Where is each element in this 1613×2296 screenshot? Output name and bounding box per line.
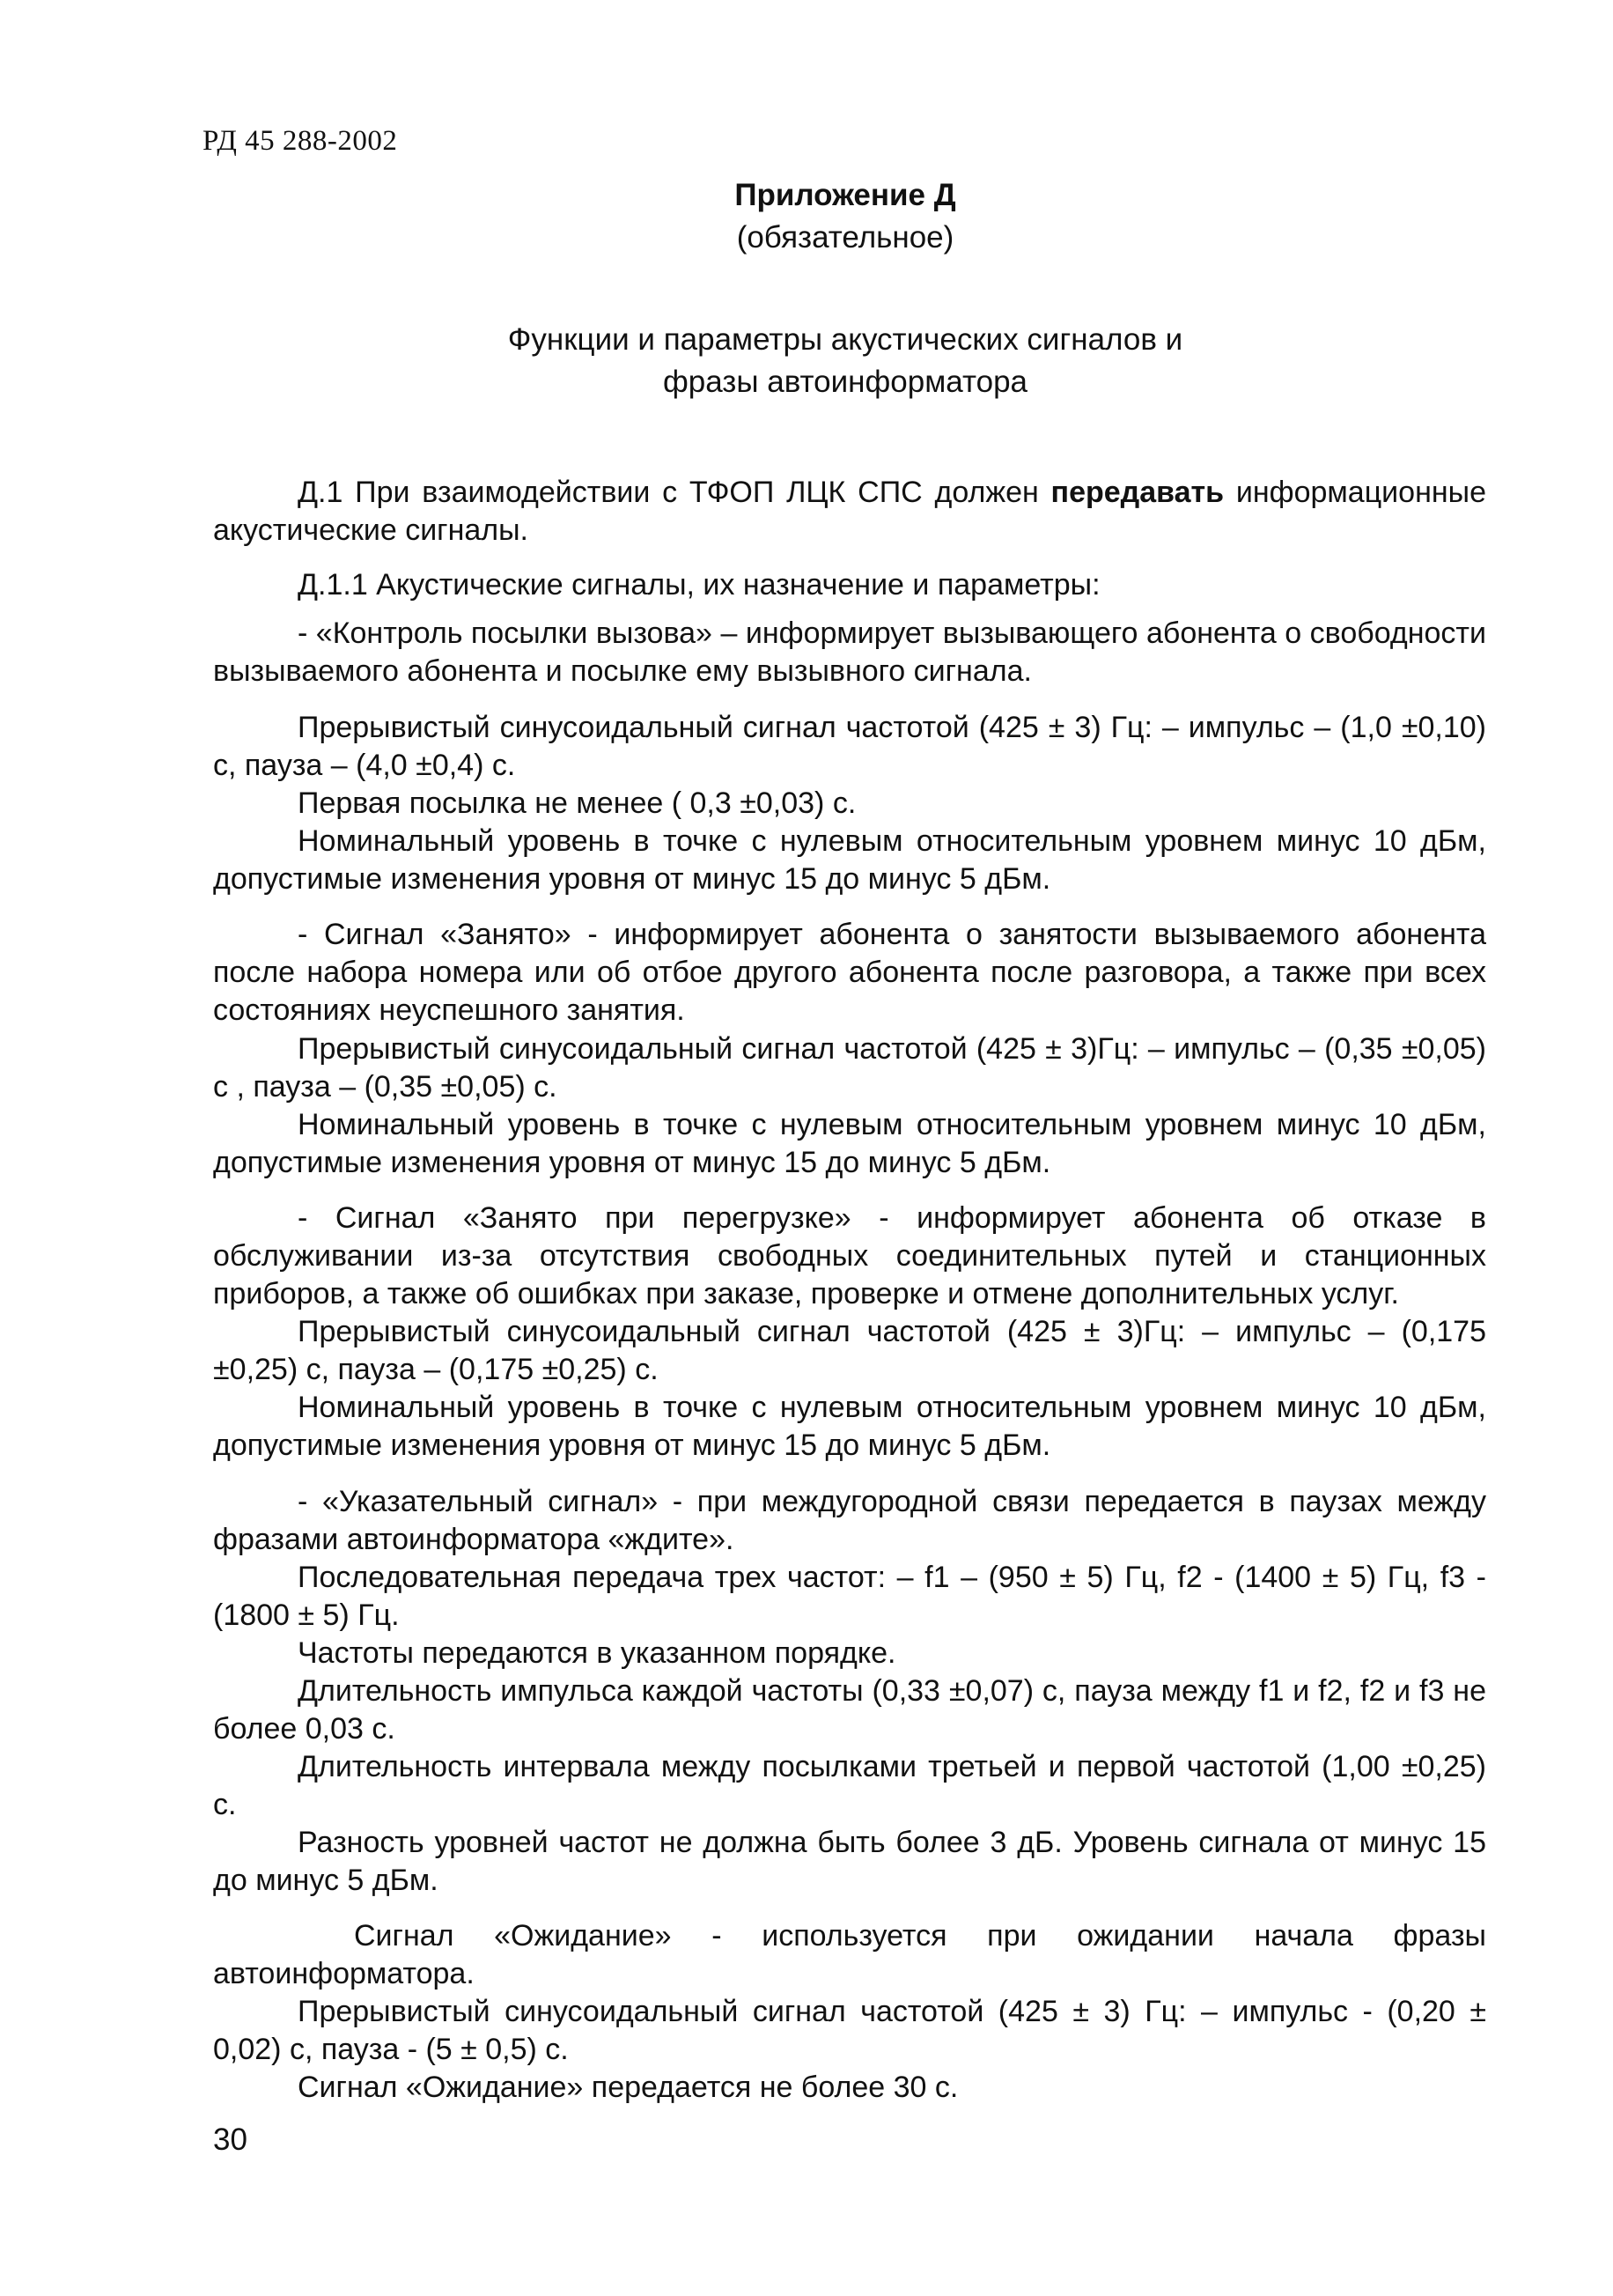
paragraph-d1-1: Д.1.1 Акустические сигналы, их назначение и параметры: bbox=[298, 568, 1101, 602]
paragraph-overload-params: Прерывистый синусоидальный сигнал частотой (425 ± 3)Гц: – импульс – (0,175 ±0,25) с, пауза – (0,175 ±0,25) с. bbox=[213, 1315, 1486, 1386]
paragraph-three-frequencies: Последовательная передача трех частот: – f1 – (950 ± 5) Гц, f2 - (1400 ± 5) Гц, f3 - (1800 ± 5) Гц. bbox=[213, 1561, 1486, 1632]
paragraph-frequency-order: Частоты передаются в указанном порядке. bbox=[298, 1636, 896, 1670]
paragraph-nominal-level-2: Номинальный уровень в точке с нулевым относительным уровнем минус 10 дБм, допустимые изменения уровня от минус 15 до минус 5 дБм. bbox=[213, 1108, 1486, 1179]
document-code: РД 45 288-2002 bbox=[203, 125, 398, 157]
paragraph-waiting-params: Прерывистый синусоидальный сигнал частотой (425 ± 3) Гц: – импульс - (0,20 ± 0,02) с, пауза - (5 ± 0,5) с. bbox=[213, 1995, 1486, 2066]
paragraph-control-signal: - «Контроль посылки вызова» – информирует вызывающего абонента о свободности вызываемого абонента и посылке ему вызывного сигнала. bbox=[213, 616, 1486, 688]
paragraph-d1-end: информационные акустические сигналы. bbox=[213, 476, 1486, 547]
paragraph-busy-params: Прерывистый синусоидальный сигнал частотой (425 ± 3)Гц: – импульс – (0,35 ±0,05) с , пауза – (0,35 ±0,05) с. bbox=[213, 1032, 1486, 1104]
section-title-line-1: Функции и параметры акустических сигналов и bbox=[507, 322, 1183, 357]
paragraph-d1 bbox=[213, 474, 1486, 550]
paragraph-busy-signal: - Сигнал «Занято» - информирует абонента о занятости вызываемого абонента после набора номера или об отбое другого абонента после разговора, а также при всех состояниях неуспешного занятия. bbox=[213, 918, 1486, 1027]
paragraph-first-send: Первая посылка не менее ( 0,3 ±0,03) с. bbox=[298, 786, 857, 820]
appendix-title: Приложение Д bbox=[734, 178, 956, 212]
appendix-status: (обязательное) bbox=[736, 220, 954, 255]
paragraph-pulse-duration: Длительность импульса каждой частоты (0,33 ±0,07) с, пауза между f1 и f2, f2 и f3 не более 0,03 с. bbox=[213, 1674, 1486, 1746]
paragraph-control-params: Прерывистый синусоидальный сигнал частотой (425 ± 3) Гц: – импульс – (1,0 ±0,10) с, пауза – (4,0 ±0,4) с. bbox=[213, 711, 1486, 782]
paragraph-nominal-level-3: Номинальный уровень в точке с нулевым относительным уровнем минус 10 дБм, допустимые изменения уровня от минус 15 до минус 5 дБм. bbox=[213, 1391, 1486, 1462]
paragraph-d1-bold-word: передавать bbox=[1050, 476, 1225, 509]
paragraph-waiting-signal: Сигнал «Ожидание» - используется при ожидании начала фразы автоинформатора. bbox=[213, 1919, 1486, 1990]
paragraph-overload-signal: - Сигнал «Занято при перегрузке» - информирует абонента об отказе в обслуживании из-за отсутствия свободных соединительных путей и станционных приборов, а также об ошибках при заказе, проверке и отмене дополнительных услуг. bbox=[213, 1201, 1486, 1310]
paragraph-indicator-signal: - «Указательный сигнал» - при междугородной связи передается в паузах между фразами автоинформатора «ждите». bbox=[213, 1485, 1486, 1556]
paragraph-nominal-level-1: Номинальный уровень в точке с нулевым относительным уровнем минус 10 дБм, допустимые изменения уровня от минус 15 до минус 5 дБм. bbox=[213, 824, 1486, 896]
page-number: 30 bbox=[213, 2123, 247, 2157]
paragraph-waiting-duration: Сигнал «Ожидание» передается не более 30 с. bbox=[298, 2071, 959, 2104]
paragraph-level-difference: Разность уровней частот не должна быть более 3 дБ. Уровень сигнала от минус 15 до минус 5 дБм. bbox=[213, 1826, 1486, 1897]
paragraph-d1-start: Д.1 При взаимодействии с ТФОП ЛЦК СПС должен bbox=[298, 476, 1051, 509]
section-title-line-2: фразы автоинформатора bbox=[662, 365, 1028, 399]
paragraph-interval-duration: Длительность интервала между посылками третьей и первой частотой (1,00 ±0,25) с. bbox=[213, 1750, 1486, 1821]
